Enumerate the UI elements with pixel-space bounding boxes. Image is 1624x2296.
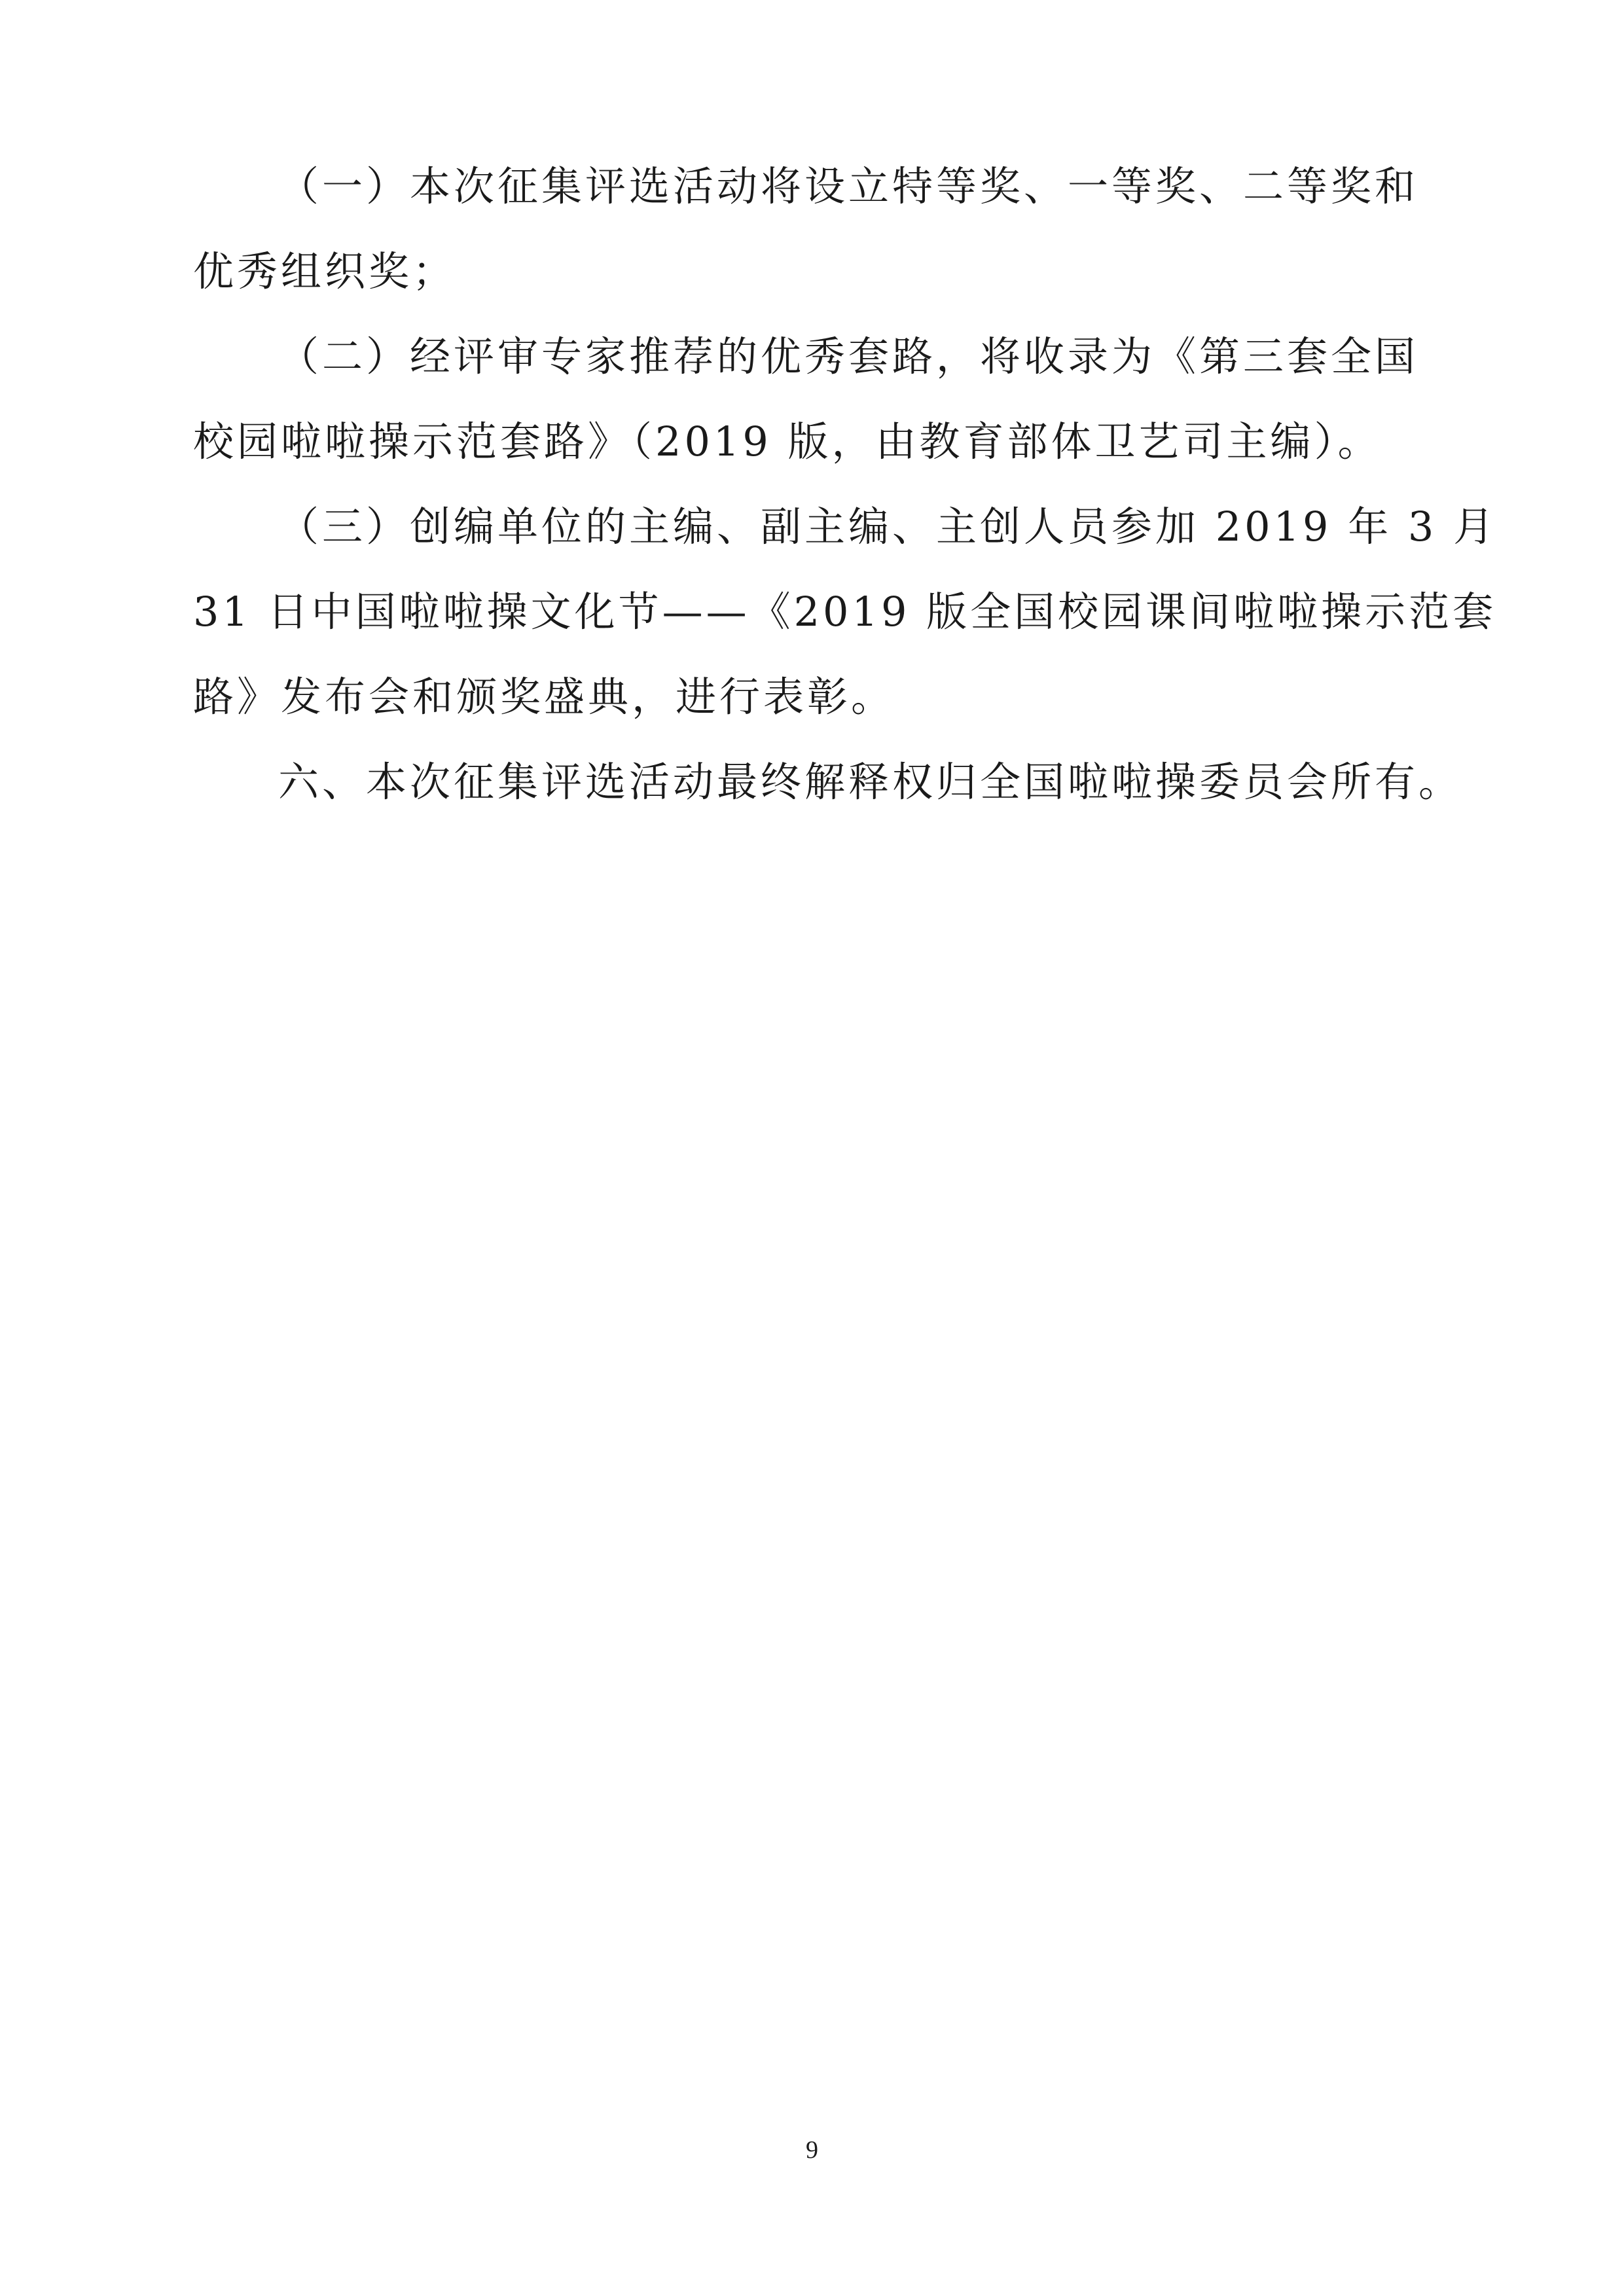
- paragraph-line: （三）创编单位的主编、副主编、主创人员参加 2019 年 3 月: [278, 503, 1498, 550]
- paragraph-line: （二）经评审专家推荐的优秀套路，将收录为《第三套全国: [278, 332, 1419, 380]
- page-number: 9: [806, 2136, 818, 2164]
- paragraph-line: 31 日中国啦啦操文化节——《2019 版全国校园课间啦啦操示范套: [193, 588, 1497, 636]
- paragraph-line: 优秀组织奖；: [193, 247, 457, 295]
- paragraph-line: 校园啦啦操示范套路》（2019 版，由教育部体卫艺司主编）。: [193, 418, 1382, 465]
- paragraph-line: 六、本次征集评选活动最终解释权归全国啦啦操委员会所有。: [278, 758, 1463, 806]
- paragraph-line: 路》发布会和颁奖盛典，进行表彰。: [193, 673, 895, 721]
- paragraph-line: （一）本次征集评选活动将设立特等奖、一等奖、二等奖和: [278, 162, 1419, 210]
